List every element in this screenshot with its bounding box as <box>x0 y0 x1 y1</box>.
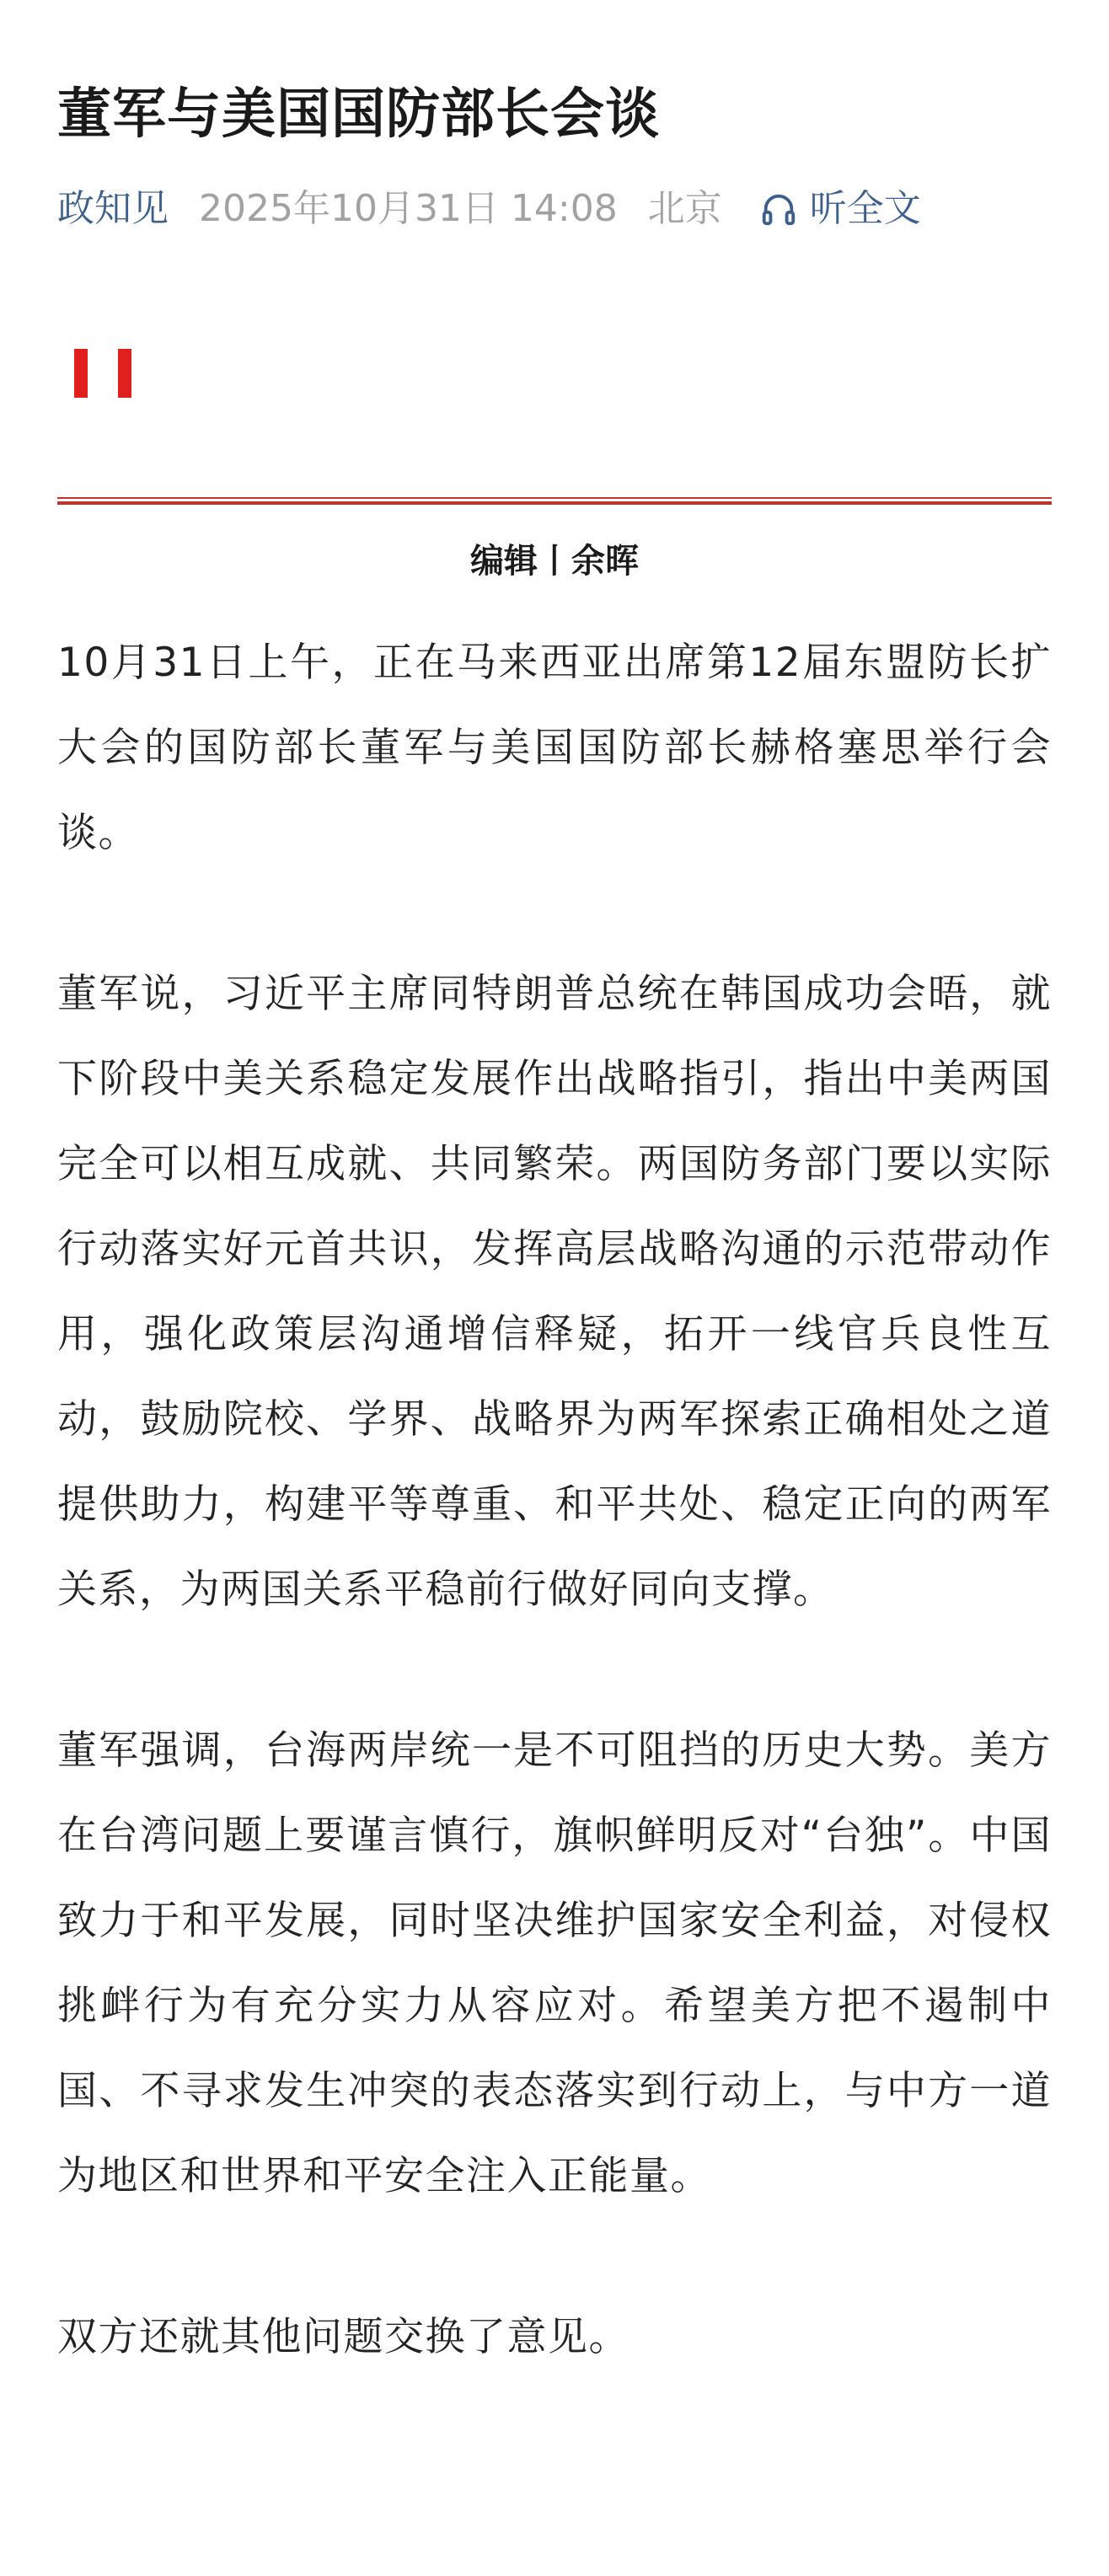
article-body <box>57 620 1052 2380</box>
listen-full-text-button[interactable] <box>759 180 921 238</box>
article-banner <box>57 238 1052 507</box>
banner-divider <box>57 497 1052 505</box>
article-meta <box>57 180 1052 238</box>
paragraph: 董军说，习近平主席同特朗普总统在韩国成功会晤，就下阶段中美关系稳定发展作出战略指引，指出中美两国完全可以相互成就、共同繁荣。两国防务部门要以实际行动落实好元首共识，发挥高层战略沟通的示范带动作用，强化政策层沟通增信释疑，拓开一线官兵良性互动，鼓励院校、学界、战略界为两军探索正确相处之道提供助力，构建平等尊重、和平共处、稳定正向的两军关系，为两国关系平稳前行做好同向支撑。 <box>57 971 1052 1613</box>
editor-credit: 编辑丨余晖 <box>470 542 639 581</box>
headphone-icon <box>759 190 798 228</box>
publish-datetime: 2025年10月31日 14:08 <box>199 187 618 230</box>
banner-red-bar-left <box>74 349 88 398</box>
listen-label: 听全文 <box>809 187 921 230</box>
article-title: 董军与美国国防部长会谈 <box>57 83 660 146</box>
banner-red-bar-right <box>118 349 131 398</box>
paragraph: 董军强调，台海两岸统一是不可阻挡的历史大势。美方在台湾问题上要谨言慎行，旗帜鲜明反对“台独”。中国致力于和平发展，同时坚决维护国家安全利益，对侵权挑衅行为有充分实力从容应对。希望美方把不遏制中国、不寻求发生冲突的表态落实到行动上，与中方一道为地区和世界和平安全注入正能量。 <box>57 1727 1052 2199</box>
paragraph: 双方还就其他问题交换了意见。 <box>57 2314 630 2360</box>
source-link[interactable]: 政知见 <box>57 187 169 230</box>
publish-location: 北京 <box>647 187 722 230</box>
paragraph: 10月31日上午，正在马来西亚出席第12届东盟防长扩大会的国防部长董军与美国国防部长赫格塞思举行会谈。 <box>57 640 1052 856</box>
